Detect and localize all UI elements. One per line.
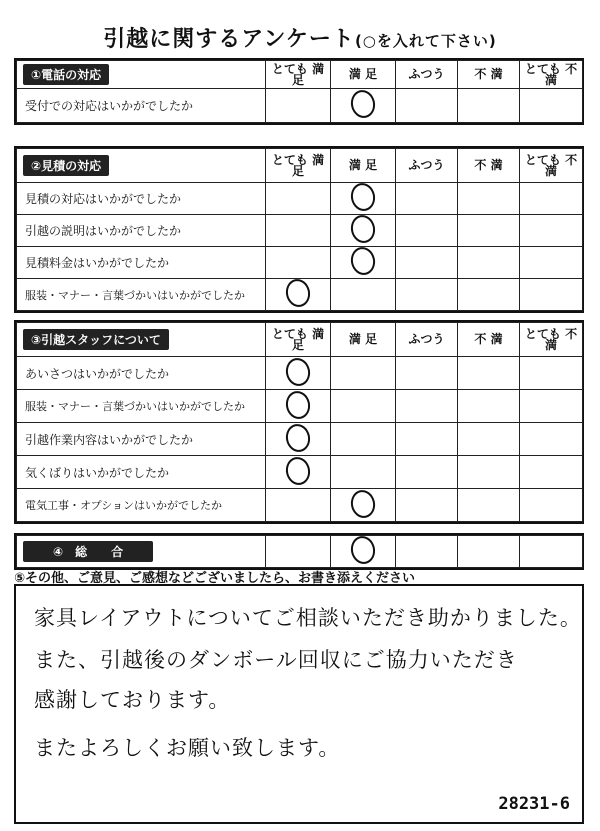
answer-cell[interactable]	[331, 215, 396, 247]
header-neutral: ふつう	[396, 149, 458, 183]
question-label: 見積料金はいかがでしたか	[17, 247, 266, 279]
answer-cell[interactable]	[396, 279, 458, 311]
answer-cell[interactable]	[520, 456, 583, 489]
answer-cell[interactable]	[331, 489, 396, 522]
selected-circle-mark	[283, 355, 312, 387]
answer-cell[interactable]	[266, 456, 331, 489]
header-dissatisfied: 不 満	[458, 323, 520, 357]
selected-circle-mark	[348, 181, 377, 213]
answer-cell[interactable]	[266, 89, 331, 123]
selected-circle-mark	[283, 388, 312, 420]
handwritten-line: また、引越後のダンボール回収にご協力いただき	[34, 648, 518, 672]
section-estimate	[14, 146, 584, 313]
answer-cell[interactable]	[396, 215, 458, 247]
header-very-satisfied: とても 満足	[266, 323, 331, 357]
handwritten-line: またよろしくお願い致します。	[34, 736, 341, 760]
answer-cell[interactable]	[331, 423, 396, 456]
answer-cell[interactable]	[458, 279, 520, 311]
header-neutral: ふつう	[396, 323, 458, 357]
answer-cell[interactable]	[396, 489, 458, 522]
selected-circle-mark	[348, 487, 377, 519]
section-phone	[14, 58, 584, 125]
title-sub: (○を入れて下さい)	[354, 32, 497, 50]
answer-cell[interactable]	[520, 89, 583, 123]
header-very-satisfied: とても 満足	[266, 61, 331, 89]
answer-cell[interactable]	[266, 247, 331, 279]
comment-box[interactable]	[14, 584, 584, 824]
section-heading-cell	[17, 61, 266, 89]
answer-cell[interactable]	[458, 489, 520, 522]
answer-cell[interactable]	[266, 183, 331, 215]
header-very-dissatisfied: とても 不満	[520, 323, 583, 357]
question-label: 見積の対応はいかがでしたか	[17, 183, 266, 215]
section-heading-cell	[17, 323, 266, 357]
header-very-dissatisfied: とても 不満	[520, 61, 583, 89]
answer-cell[interactable]	[458, 89, 520, 123]
answer-cell[interactable]	[266, 423, 331, 456]
question-label: 服装・マナー・言葉づかいはいかがでしたか	[17, 279, 266, 311]
section-overall	[14, 533, 584, 570]
answer-cell[interactable]	[458, 357, 520, 390]
section-heading: ①電話の対応	[23, 64, 109, 85]
answer-cell[interactable]	[396, 89, 458, 123]
section-heading: ②見積の対応	[23, 155, 109, 176]
section-heading: ③引越スタッフについて	[23, 329, 169, 350]
document-number: 28231-6	[498, 794, 570, 814]
section-heading: ④ 総 合	[23, 541, 153, 562]
header-dissatisfied: 不 満	[458, 149, 520, 183]
selected-circle-mark	[283, 277, 312, 309]
answer-cell[interactable]	[520, 390, 583, 423]
answer-cell[interactable]	[520, 357, 583, 390]
answer-cell[interactable]	[520, 279, 583, 311]
question-label: あいさつはいかがでしたか	[17, 357, 266, 390]
answer-cell[interactable]	[458, 183, 520, 215]
answer-cell[interactable]	[520, 536, 583, 568]
selected-circle-mark	[348, 245, 377, 277]
answer-cell[interactable]	[266, 489, 331, 522]
answer-cell[interactable]	[520, 215, 583, 247]
answer-cell[interactable]	[331, 536, 396, 568]
header-very-satisfied: とても 満足	[266, 149, 331, 183]
selected-circle-mark	[283, 454, 312, 486]
header-satisfied: 満 足	[331, 149, 396, 183]
answer-cell[interactable]	[396, 536, 458, 568]
answer-cell[interactable]	[266, 390, 331, 423]
header-satisfied: 満 足	[331, 323, 396, 357]
selected-circle-mark	[348, 213, 377, 245]
answer-cell[interactable]	[331, 357, 396, 390]
selected-circle-mark	[348, 534, 377, 566]
title-main: 引越に関するアンケート	[103, 27, 355, 52]
answer-cell[interactable]	[396, 423, 458, 456]
handwritten-line: 家具レイアウトについてご相談いただき助かりました。	[34, 606, 582, 630]
answer-cell[interactable]	[396, 390, 458, 423]
handwritten-line: 感謝しております。	[34, 688, 231, 712]
page-title	[0, 22, 600, 53]
answer-cell[interactable]	[458, 536, 520, 568]
header-satisfied: 満 足	[331, 61, 396, 89]
answer-cell[interactable]	[458, 247, 520, 279]
question-label: 引越作業内容はいかがでしたか	[17, 423, 266, 456]
answer-cell[interactable]	[266, 279, 331, 311]
answer-cell[interactable]	[331, 456, 396, 489]
answer-cell[interactable]	[266, 536, 331, 568]
answer-cell[interactable]	[520, 489, 583, 522]
question-label: 気くばりはいかがでしたか	[17, 456, 266, 489]
answer-cell[interactable]	[458, 215, 520, 247]
answer-cell[interactable]	[396, 183, 458, 215]
selected-circle-mark	[283, 421, 312, 453]
answer-cell[interactable]	[331, 279, 396, 311]
question-label: 電気工事・オプションはいかがでしたか	[17, 489, 266, 522]
answer-cell[interactable]	[331, 89, 396, 123]
question-label: 受付での対応はいかがでしたか	[17, 89, 266, 123]
question-label: 引越の説明はいかがでしたか	[17, 215, 266, 247]
section-staff	[14, 320, 584, 524]
answer-cell[interactable]	[458, 423, 520, 456]
section-heading-cell	[17, 536, 266, 568]
answer-cell[interactable]	[520, 247, 583, 279]
selected-circle-mark	[348, 88, 377, 120]
answer-cell[interactable]	[331, 247, 396, 279]
answer-cell[interactable]	[458, 456, 520, 489]
answer-cell[interactable]	[396, 357, 458, 390]
header-dissatisfied: 不 満	[458, 61, 520, 89]
header-neutral: ふつう	[396, 61, 458, 89]
section-heading-cell	[17, 149, 266, 183]
comment-label: ⑤その他、ご意見、ご感想などございましたら、お書き添えください	[14, 571, 416, 586]
header-very-dissatisfied: とても 不満	[520, 149, 583, 183]
answer-cell[interactable]	[458, 390, 520, 423]
question-label: 服装・マナー・言葉づかいはいかがでしたか	[17, 390, 266, 423]
answer-cell[interactable]	[520, 423, 583, 456]
answer-cell[interactable]	[520, 183, 583, 215]
answer-cell[interactable]	[331, 390, 396, 423]
answer-cell[interactable]	[396, 456, 458, 489]
answer-cell[interactable]	[331, 183, 396, 215]
answer-cell[interactable]	[266, 215, 331, 247]
answer-cell[interactable]	[266, 357, 331, 390]
answer-cell[interactable]	[396, 247, 458, 279]
